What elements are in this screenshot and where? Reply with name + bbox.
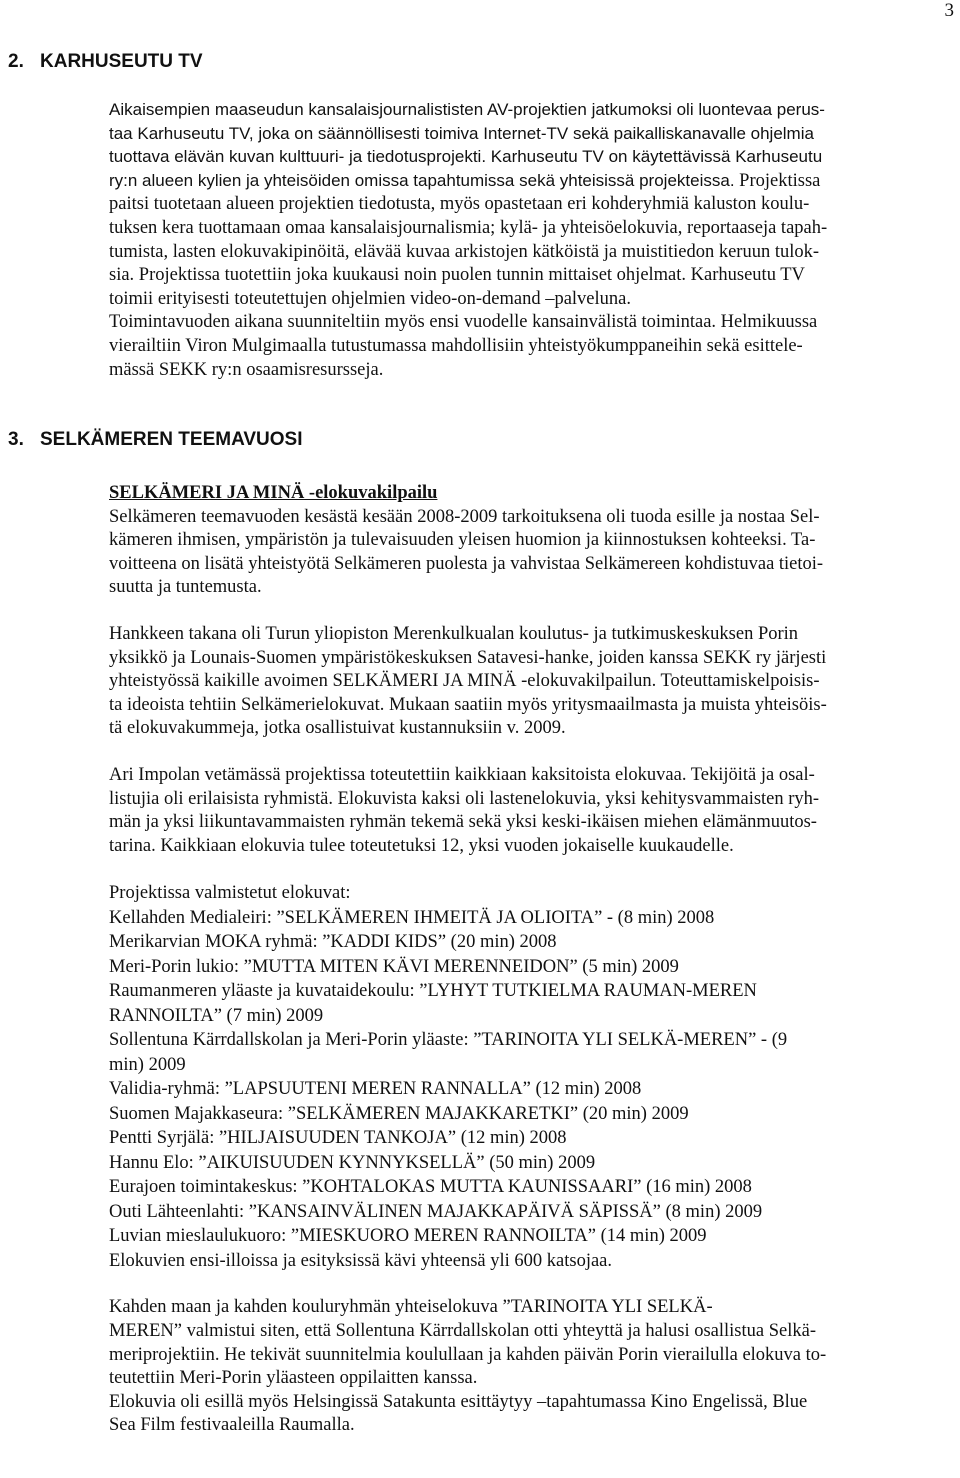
section-3-number: 3. [8, 429, 24, 450]
list-item: Sollentuna Kärrdallskolan ja Meri-Porin yläaste: ”TARINOITA YLI SELKÄ-MEREN” - (9 [109, 1030, 788, 1051]
list-item: Raumanmeren yläaste ja kuvataidekoulu: ”LYHYT TUTKIELMA RAUMAN-MEREN [109, 981, 757, 1002]
subheading: SELKÄMERI JA MINÄ -elokuvakilpailu [109, 483, 438, 503]
text-line-mixed [109, 169, 954, 194]
section-2-body [109, 98, 954, 382]
list-item: Luvian mieslaulukuoro: ”MIESKUORO MEREN RANNOILTA” (14 min) 2009 [109, 1226, 707, 1247]
section-2-title: KARHUSEUTU TV [40, 51, 203, 72]
text-line: Elokuvia oli esillä myös Helsingissä Satakunta esittäytyy –tapahtumassa Kino Engelissä, Blue [109, 1391, 808, 1412]
text-line: tumista, lasten elokuvakipinöitä, elävää kuvaa arkistojen kätköistä ja muistitiedon keruun tulok- [109, 241, 820, 262]
list-item: Eurajoen toimintakeskus: ”KOHTALOKAS MUTTA KAUNISSAARI” (16 min) 2008 [109, 1177, 752, 1198]
text-line: Sea Film festivaaleilla Raumalla. [109, 1415, 355, 1436]
text-fragment: ry:n alueen kylien ja yhteisöiden omissa tapahtumissa sekä yhteisissä projekteissa. [109, 170, 735, 190]
list-item: Pentti Syrjälä: ”HILJAISUUDEN TANKOJA” (12 min) 2008 [109, 1128, 567, 1149]
text-line: Toimintavuoden aikana suunniteltiin myös ensi vuodelle kansainvälistä toimintaa. Helmikuussa [109, 312, 818, 333]
text-line: vierailtiin Viron Mulgimaalla tutustumassa mahdollisiin yhteistyökumppaneihin sekä esittele- [109, 335, 803, 356]
text-line: Selkämeren teemavuoden kesästä kesään 2008-2009 tarkoituksena oli tuoda esille ja nostaa Sel- [109, 506, 820, 527]
text-line: listujia oli erilaisista ryhmistä. Elokuvista kaksi oli lastenelokuvia, yksi kehitysvammaisten ryh- [109, 788, 820, 809]
list-item: Kellahden Medialeiri: ”SELKÄMEREN IHMEITÄ JA OLIOITA” - (8 min) 2008 [109, 907, 715, 928]
list-item: RANNOILTA” (7 min) 2009 [109, 1005, 324, 1026]
text-line: tuottava elävän kuvan kulttuuri- ja tiedotusprojekti. Karhuseutu TV on käytettävissä Karhuseutu [109, 147, 823, 167]
text-line: tarina. Kaikkiaan elokuvia tulee toteutetuksi 12, yksi vuoden jokaiselle kuukaudelle. [109, 835, 734, 856]
film-list [109, 881, 954, 1273]
text-line: tä elokuvakummeja, jotka osallistuivat kustannuksiin v. 2009. [109, 718, 566, 739]
text-line: ta ideoista tehtiin Selkämerielokuvat. Mukaan saatiin myös yritysmaailmasta ja muista yhteisöis- [109, 694, 827, 715]
section-2-heading [8, 51, 203, 73]
text-line: yksikkö ja Lounais-Suomen ympäristökeskuksen Satavesi-hanke, joiden kanssa SEKK ry järjesti [109, 647, 827, 668]
text-line: Aikaisempien maaseudun kansalaisjournalististen AV-projektien jatkumoksi oli luontevaa perus- [109, 100, 825, 119]
text-line: teutettiin Meri-Porin yläasteen oppilaitten kanssa. [109, 1368, 478, 1389]
text-line: sia. Projektissa tuotettiin joka kuukausi noin puolen tunnin mittaiset ohjelmat. Karhuseutu TV [109, 265, 805, 286]
text-line: Kahden maan ja kahden kouluryhmän yhteiselokuva ”TARINOITA YLI SELKÄ- [109, 1297, 713, 1318]
page-number: 3 [944, 0, 954, 21]
text-line: suutta ja tuntemusta. [109, 577, 262, 598]
text-line: Hankkeen takana oli Turun yliopiston Merenkulkualan koulutus- ja tutkimuskeskuksen Porin [109, 623, 799, 644]
text-line: taa Karhuseutu TV, joka on säännöllisesti toimiva Internet-TV sekä paikalliskanavalle ohjelmia [109, 123, 814, 143]
text-fragment: Projektissa [739, 170, 821, 191]
text-line: tuksen kera tuottamaan omaa kansalaisjournalismia; kylä- ja yhteisöelokuvia, reportaaseja tapah- [109, 217, 828, 238]
text-line: paitsi tuotetaan alueen projektien tiedotusta, myös opastetaan eri kohderyhmiä kaluston koulu- [109, 194, 810, 215]
section-3-heading [8, 429, 303, 451]
list-item: min) 2009 [109, 1054, 186, 1075]
list-item: Hannu Elo: ”AIKUISUUDEN KYNNYKSELLÄ” (50 min) 2009 [109, 1152, 596, 1173]
list-item: Elokuvien ensi-illoissa ja esityksissä kävi yhteensä yli 600 katsojaa. [109, 1250, 613, 1271]
text-line: voitteena on lisätä yhteistyötä Selkämeren puolesta ja vahvistaa Selkämereen kohdistuvaa tietoi- [109, 553, 824, 574]
list-item: Projektissa valmistetut elokuvat: [109, 883, 351, 904]
list-item: Merikarvian MOKA ryhmä: ”KADDI KIDS” (20 min) 2008 [109, 932, 557, 953]
text-line: mässä SEKK ry:n osaamisresursseja. [109, 359, 384, 380]
text-line: män ja yksi liikuntavammaisten ryhmän tekemä sekä yksi keski-ikäisen miehen elämänmuutos- [109, 812, 817, 833]
text-line: Ari Impolan vetämässä projektissa toteutettiin kaikkiaan kaksitoista elokuvaa. Tekijöitä ja osal- [109, 764, 815, 785]
section-3-body [109, 482, 954, 1438]
text-line: yhteistyössä kaikille avoimen SELKÄMERI JA MINÄ -elokuvakilpailun. Toteuttamiskelpoisis- [109, 671, 820, 692]
text-line: toimii erityisesti toteutettujen ohjelmien video-on-demand –palveluna. [109, 288, 631, 309]
list-item: Suomen Majakkaseura: ”SELKÄMEREN MAJAKKARETKI” (20 min) 2009 [109, 1103, 689, 1124]
list-item: Meri-Porin lukio: ”MUTTA MITEN KÄVI MERENNEIDON” (5 min) 2009 [109, 956, 679, 977]
list-item: Validia-ryhmä: ”LAPSUUTENI MEREN RANNALLA” (12 min) 2008 [109, 1079, 642, 1100]
text-line: kämeren ihmisen, ympäristön ja tulevaisuuden yleisen huomion ja kiinnostuksen kohteeksi. Ta- [109, 530, 816, 551]
text-line: MEREN” valmistui siten, että Sollentuna Kärrdallskolan otti yhteyttä ja halusi osallistua Selkä- [109, 1320, 816, 1341]
section-3-title: SELKÄMEREN TEEMAVUOSI [40, 429, 303, 450]
section-2-number: 2. [8, 51, 24, 72]
text-line: meriprojektiin. He tekivät suunnitelmia koulullaan ja kahden päivän Porin vierailulla elokuva to- [109, 1344, 827, 1365]
list-item: Outi Lähteenlahti: ”KANSAINVÄLINEN MAJAKKAPÄIVÄ SÄPISSÄ” (8 min) 2009 [109, 1201, 763, 1222]
